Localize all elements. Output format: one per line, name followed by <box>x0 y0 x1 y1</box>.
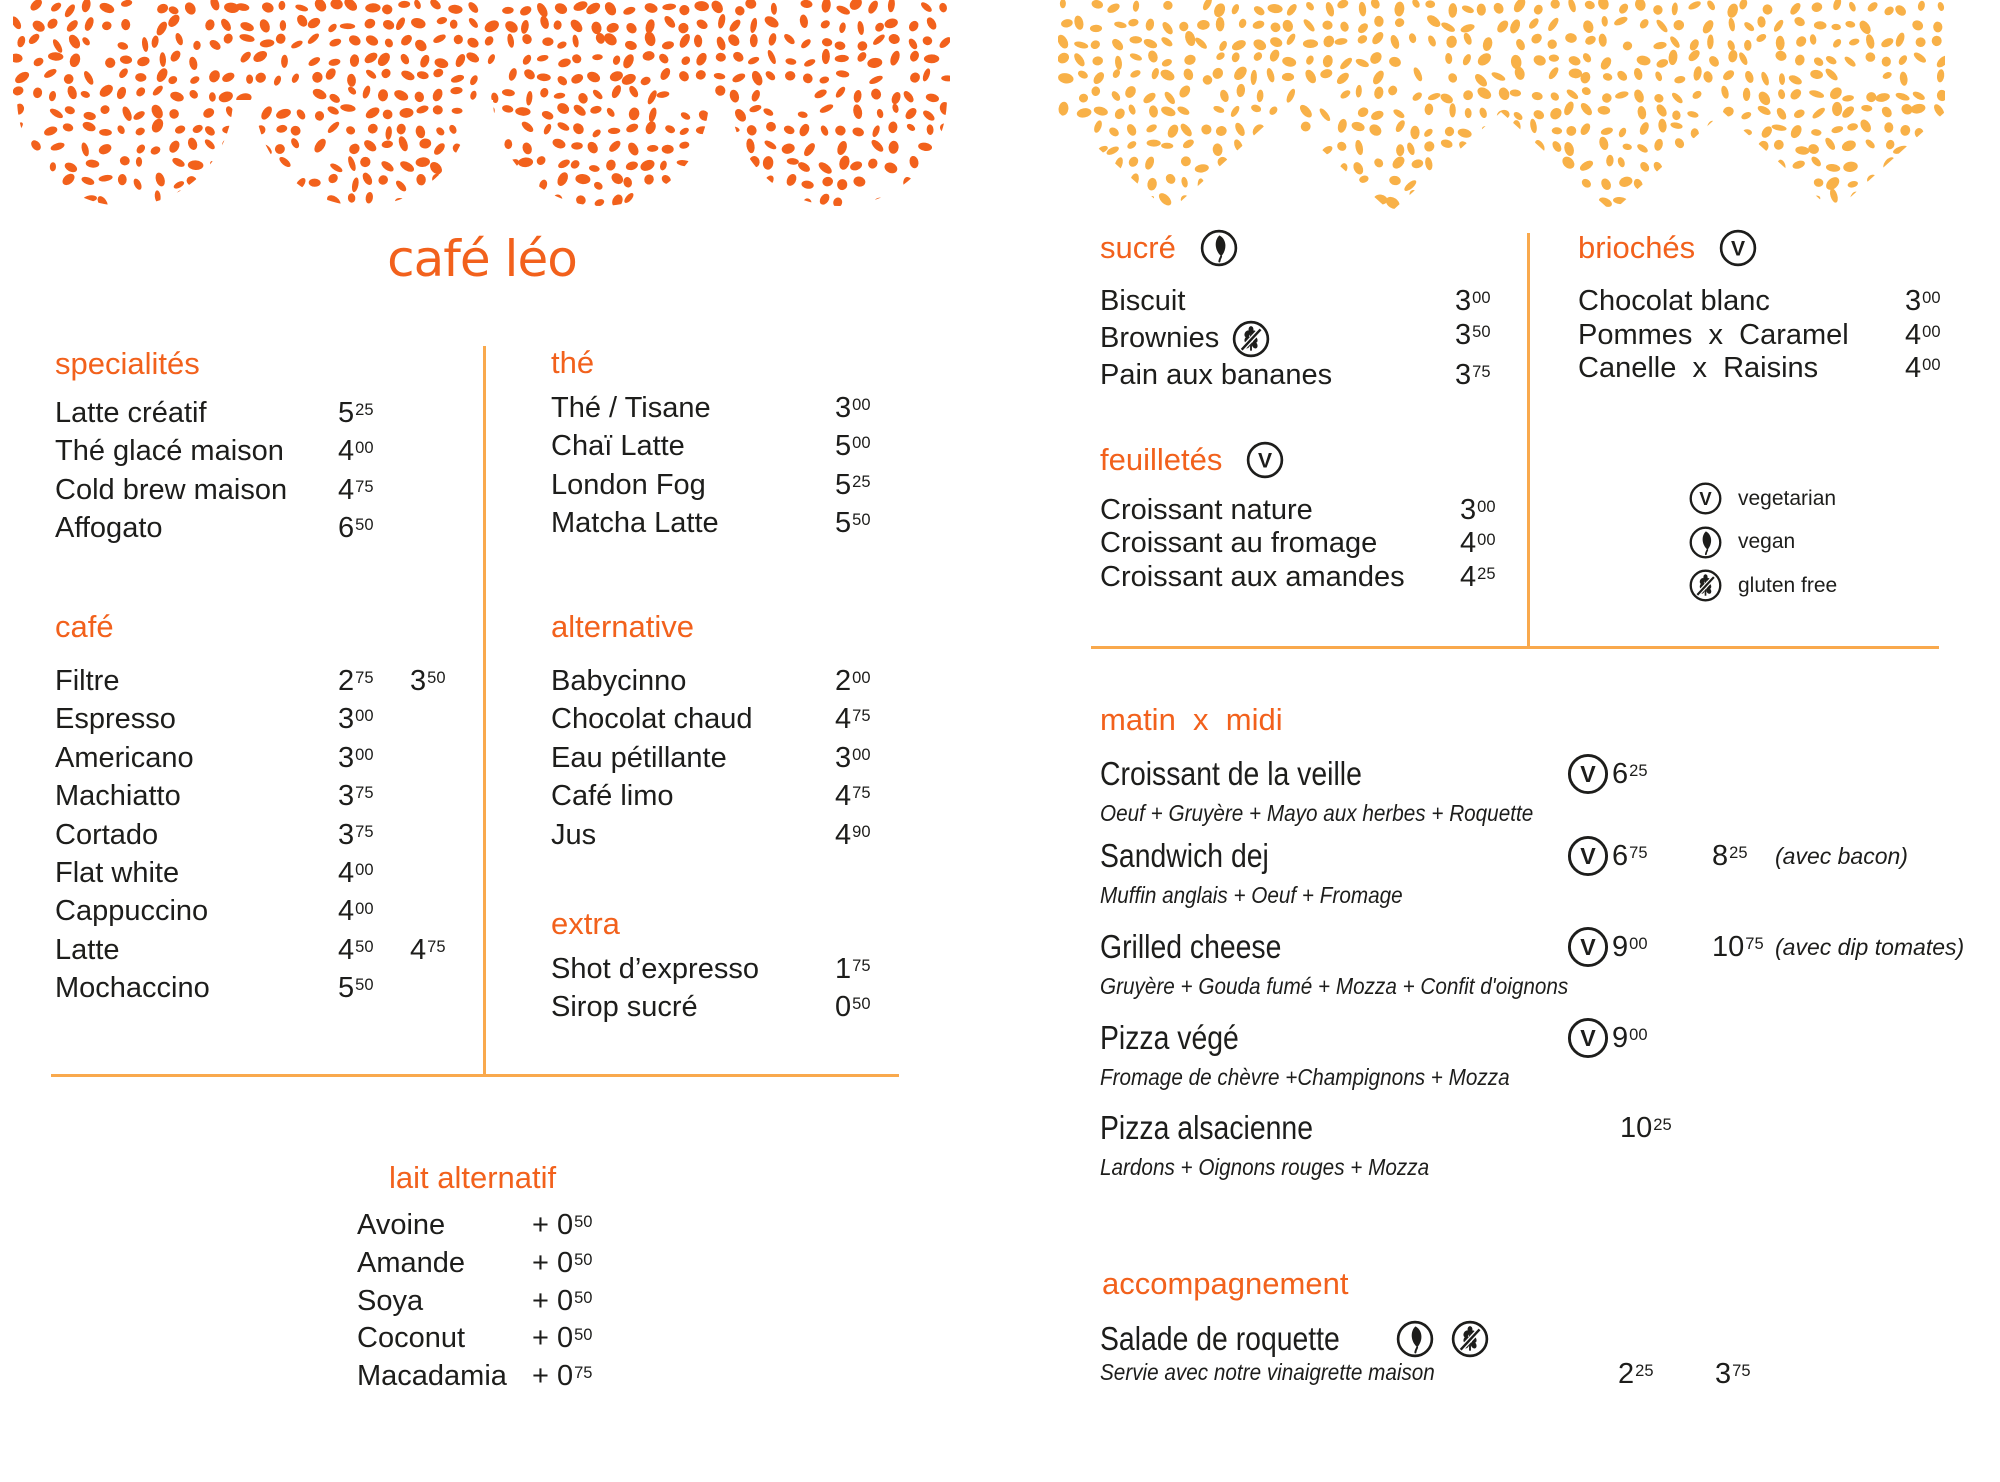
vegetarian-icon <box>1566 925 1610 969</box>
menu-item-row <box>55 892 495 930</box>
item-price: $5^{00}$ <box>835 430 871 463</box>
menu-item-row <box>551 427 951 465</box>
item-description: Fromage de chèvre +Champignons + Mozza <box>1100 1064 1510 1090</box>
menu-item-row <box>551 988 951 1026</box>
item-price: $4^{00}$ <box>338 895 374 928</box>
item-price: $0^{50}$ <box>835 991 871 1024</box>
item-name: Cortado <box>55 818 159 851</box>
item-description: Oeuf + Gruyère + Mayo aux herbes + Roquette <box>1100 800 1534 826</box>
section-heading-feuilletes: feuilletés <box>1100 442 1223 477</box>
vegetarian-icon <box>1245 440 1285 480</box>
item-price: + $0^{50}$ <box>532 1284 593 1317</box>
menu-item-row <box>357 1283 657 1321</box>
item-price: $3^{75}$ <box>338 780 374 813</box>
menu-item-row <box>551 816 951 854</box>
menu-item-row <box>551 466 951 504</box>
item-name: Thé / Tisane <box>551 392 711 424</box>
item-name: Cappuccino <box>55 895 209 928</box>
section-rule <box>1091 646 1939 649</box>
item-name: Croissant au fromage <box>1100 527 1378 560</box>
vegan-icon <box>1688 525 1723 560</box>
item-name: Machiatto <box>55 780 181 813</box>
menu-item-row <box>1100 319 1530 359</box>
item-price: $6^{75}$ <box>1612 840 1648 872</box>
item-price-alt <box>410 892 495 930</box>
menu-item-row <box>1100 285 1530 319</box>
legend-row <box>1688 521 1837 565</box>
item-description: Servie avec notre vinaigrette maison <box>1100 1359 1435 1385</box>
item-price: $4^{00}$ <box>1905 352 1941 385</box>
gluten-free-icon <box>1450 1319 1490 1359</box>
item-name: Chocolat blanc <box>1578 285 1770 317</box>
item-price-alt <box>410 700 495 738</box>
menu-item-row <box>551 777 951 815</box>
legend-label: vegetarian <box>1738 486 1837 510</box>
item-price: $6^{50}$ <box>338 512 374 545</box>
menu-item-row <box>1578 319 1978 353</box>
vegetarian-icon <box>1566 1016 1610 1060</box>
legend-label: gluten free <box>1738 573 1838 597</box>
section-heading-matin-midi: matin x midi <box>1100 702 1283 737</box>
menu-item <box>1100 754 2000 846</box>
menu-item-row <box>551 389 951 427</box>
legend-row <box>1688 564 1837 608</box>
item-price: $3^{00}$ <box>338 741 374 774</box>
item-price: + $0^{50}$ <box>532 1322 593 1355</box>
gluten-free-icon <box>1688 568 1723 603</box>
item-name: Latte <box>55 933 120 966</box>
item-price: $2^{25}$ <box>1618 1358 1654 1390</box>
menu-item <box>1100 927 2000 1019</box>
item-name: Coconut <box>357 1322 466 1355</box>
item-price: $3^{75}$ <box>1455 358 1491 391</box>
menu-item <box>1100 1319 2000 1419</box>
item-name: Chocolat chaud <box>551 703 753 736</box>
menu-item-row <box>551 950 951 988</box>
vegetarian-icon <box>1566 752 1610 796</box>
gluten-free-icon <box>1231 319 1271 359</box>
item-price-alt <box>410 509 495 547</box>
item-name: Jus <box>551 818 597 851</box>
section-heading-extra: extra <box>551 906 620 941</box>
section-the <box>551 389 951 543</box>
item-price: $3^{50}$ <box>1455 318 1491 351</box>
item-price: $5^{50}$ <box>835 507 871 540</box>
section-brioches <box>1578 285 1978 386</box>
item-price: + $0^{50}$ <box>532 1209 593 1241</box>
item-name: Sandwich dej <box>1100 837 1269 874</box>
item-name: Chaï Latte <box>551 430 685 463</box>
item-name: Latte créatif <box>55 397 207 429</box>
item-name: Babycinno <box>551 665 687 697</box>
menu-item-row <box>55 777 495 815</box>
item-name: Thé glacé maison <box>55 435 284 468</box>
item-price: $3^{00}$ <box>1905 285 1941 317</box>
item-name: Biscuit <box>1100 285 1186 317</box>
vegetarian-icon <box>1718 228 1758 268</box>
menu-item-row <box>55 432 495 470</box>
menu-item-row <box>55 662 495 700</box>
section-heading-specialites: specialités <box>55 346 200 381</box>
section-extra <box>551 950 951 1027</box>
legend-label: vegan <box>1738 530 1796 554</box>
zigzag-dots-decoration-right <box>1058 0 1945 218</box>
item-price-alt: $3^{50}$ <box>410 665 446 697</box>
item-name: Shot d’expresso <box>551 953 759 985</box>
item-name: Pommes x Caramel <box>1578 318 1849 351</box>
section-heading-cafe: café <box>55 609 114 644</box>
menu-item-row <box>357 1320 657 1358</box>
item-name: Amande <box>357 1246 466 1279</box>
item-price: $1^{75}$ <box>835 953 871 985</box>
item-price: $4^{25}$ <box>1460 560 1496 593</box>
vegan-icon <box>1199 228 1239 268</box>
item-name: Eau pétillante <box>551 741 727 774</box>
section-heading-row-brioches <box>1578 228 1758 268</box>
item-price: $3^{00}$ <box>835 392 871 424</box>
item-name: Americano <box>55 741 194 774</box>
item-price: + $0^{50}$ <box>532 1246 593 1279</box>
item-name: Cold brew maison <box>55 473 288 506</box>
item-price-alt <box>410 969 495 1007</box>
item-name: Macadamia <box>357 1360 507 1393</box>
item-price: $4^{50}$ <box>338 933 374 966</box>
item-price: $3^{00}$ <box>1460 494 1496 526</box>
menu-item-row <box>55 969 495 1007</box>
item-description: Gruyère + Gouda fumé + Mozza + Confit d'oignons <box>1100 973 1569 999</box>
item-name: Matcha Latte <box>551 507 719 540</box>
item-name: Sirop sucré <box>551 991 698 1024</box>
item-price: $4^{75}$ <box>835 703 871 736</box>
item-price: $3^{75}$ <box>338 818 374 851</box>
item-name: Avoine <box>357 1209 446 1241</box>
menu-item-row <box>1100 561 1530 594</box>
menu-item-row <box>551 504 951 542</box>
item-price: $5^{25}$ <box>835 468 871 501</box>
item-name: Mochaccino <box>55 972 210 1005</box>
section-heading-alternative: alternative <box>551 609 695 644</box>
item-price-alt <box>410 739 495 777</box>
item-name: Salade de roquette <box>1100 1320 1340 1357</box>
menu-item <box>1100 1018 2000 1110</box>
menu-item-row <box>55 931 495 969</box>
item-price-alt <box>410 394 495 432</box>
item-price-alt: $4^{75}$ <box>410 933 446 966</box>
item-name: Espresso <box>55 703 176 736</box>
section-heading-the: thé <box>551 345 595 380</box>
item-price-alt <box>410 854 495 892</box>
item-price: $2^{75}$ <box>338 665 374 697</box>
item-name: Soya <box>357 1284 424 1317</box>
menu-item-row <box>55 854 495 892</box>
item-name: Filtre <box>55 665 120 697</box>
item-price-alt <box>410 432 495 470</box>
menu-item-row <box>357 1245 657 1283</box>
menu-item-row <box>1100 527 1530 560</box>
item-price: $3^{00}$ <box>835 741 871 774</box>
item-price: $4^{00}$ <box>338 857 374 890</box>
item-price-alt <box>410 777 495 815</box>
item-price-alt: $8^{25}$ <box>1712 840 1748 872</box>
legend-row <box>1688 477 1837 521</box>
item-price-alt: $3^{75}$ <box>1715 1358 1751 1390</box>
item-name: Croissant de la veille <box>1100 755 1362 792</box>
item-price: $6^{25}$ <box>1612 758 1648 790</box>
diet-legend <box>1688 477 1837 608</box>
item-price: $4^{75}$ <box>338 473 374 506</box>
item-price-alt <box>410 471 495 509</box>
section-heading-accompagnement: accompagnement <box>1102 1266 1349 1301</box>
menu-item-row <box>1100 494 1530 527</box>
vegan-icon <box>1395 1319 1435 1359</box>
section-heading-row-feuilletes <box>1100 440 1285 480</box>
item-price-alt: $10^{75}$ <box>1712 931 1764 963</box>
item-price-alt <box>410 816 495 854</box>
item-price: $5^{25}$ <box>338 397 374 429</box>
item-name: Pain aux bananes <box>1100 358 1333 391</box>
menu-item-row <box>55 394 495 432</box>
item-price: $4^{75}$ <box>835 780 871 813</box>
item-name: Affogato <box>55 512 163 545</box>
menu-item-row <box>357 1207 657 1245</box>
item-name: Croissant nature <box>1100 494 1313 526</box>
item-description: Lardons + Oignons rouges + Mozza <box>1100 1154 1430 1180</box>
vegetarian-icon <box>1566 834 1610 878</box>
item-price: $5^{50}$ <box>338 972 374 1005</box>
section-rule <box>51 1074 899 1077</box>
scallop-dots-decoration-left <box>13 0 950 208</box>
menu-item-row <box>55 471 495 509</box>
item-name: Café limo <box>551 780 674 813</box>
item-price: $3^{00}$ <box>338 703 374 736</box>
item-price-note: (avec bacon) <box>1775 843 1908 869</box>
item-name: Flat white <box>55 857 180 890</box>
item-price: $9^{00}$ <box>1612 1022 1648 1054</box>
menu-item-row <box>1578 285 1978 319</box>
item-price: $4^{00}$ <box>1460 527 1496 560</box>
item-price: $4^{00}$ <box>1905 318 1941 351</box>
section-feuilletes <box>1100 494 1530 594</box>
item-price: $2^{00}$ <box>835 665 871 697</box>
item-name: Grilled cheese <box>1100 928 1282 965</box>
menu-item <box>1100 1108 2000 1200</box>
section-heading-brioches: briochés <box>1578 230 1696 265</box>
section-lait-alternatif <box>357 1207 657 1396</box>
section-heading-lait-alternatif: lait alternatif <box>389 1160 557 1195</box>
item-price: + $0^{75}$ <box>532 1360 593 1393</box>
vegetarian-icon <box>1688 481 1723 516</box>
item-name: Pizza végé <box>1100 1019 1239 1056</box>
item-price: $4^{00}$ <box>338 435 374 468</box>
item-name: Canelle x Raisins <box>1578 352 1819 385</box>
item-name: Brownies <box>1100 319 1455 359</box>
menu-item-row <box>551 662 951 700</box>
section-heading-row-sucre <box>1100 228 1239 268</box>
menu-item-row <box>1100 359 1530 393</box>
menu-item-row <box>55 816 495 854</box>
menu-title: café léo <box>387 230 577 288</box>
section-cafe <box>55 662 495 1008</box>
menu-item-row <box>55 700 495 738</box>
section-heading-sucre: sucré <box>1100 230 1176 265</box>
section-specialites <box>55 394 495 548</box>
item-description: Muffin anglais + Oeuf + Fromage <box>1100 882 1403 908</box>
section-sucre <box>1100 285 1530 392</box>
menu-item-row <box>1578 352 1978 386</box>
menu-item-row <box>55 509 495 547</box>
item-name: Croissant aux amandes <box>1100 560 1405 593</box>
menu-item <box>1100 836 2000 928</box>
menu-item-row <box>357 1358 657 1396</box>
item-price: $4^{90}$ <box>835 818 871 851</box>
item-name: London Fog <box>551 468 706 501</box>
item-price: $10^{25}$ <box>1620 1112 1672 1144</box>
menu-item-row <box>551 700 951 738</box>
item-price-note: (avec dip tomates) <box>1775 934 1965 960</box>
item-price: $9^{00}$ <box>1612 931 1648 963</box>
menu-item-row <box>551 739 951 777</box>
item-price: $3^{00}$ <box>1455 285 1491 317</box>
section-alternative <box>551 662 951 854</box>
item-name: Pizza alsacienne <box>1100 1109 1313 1146</box>
menu-item-row <box>55 739 495 777</box>
